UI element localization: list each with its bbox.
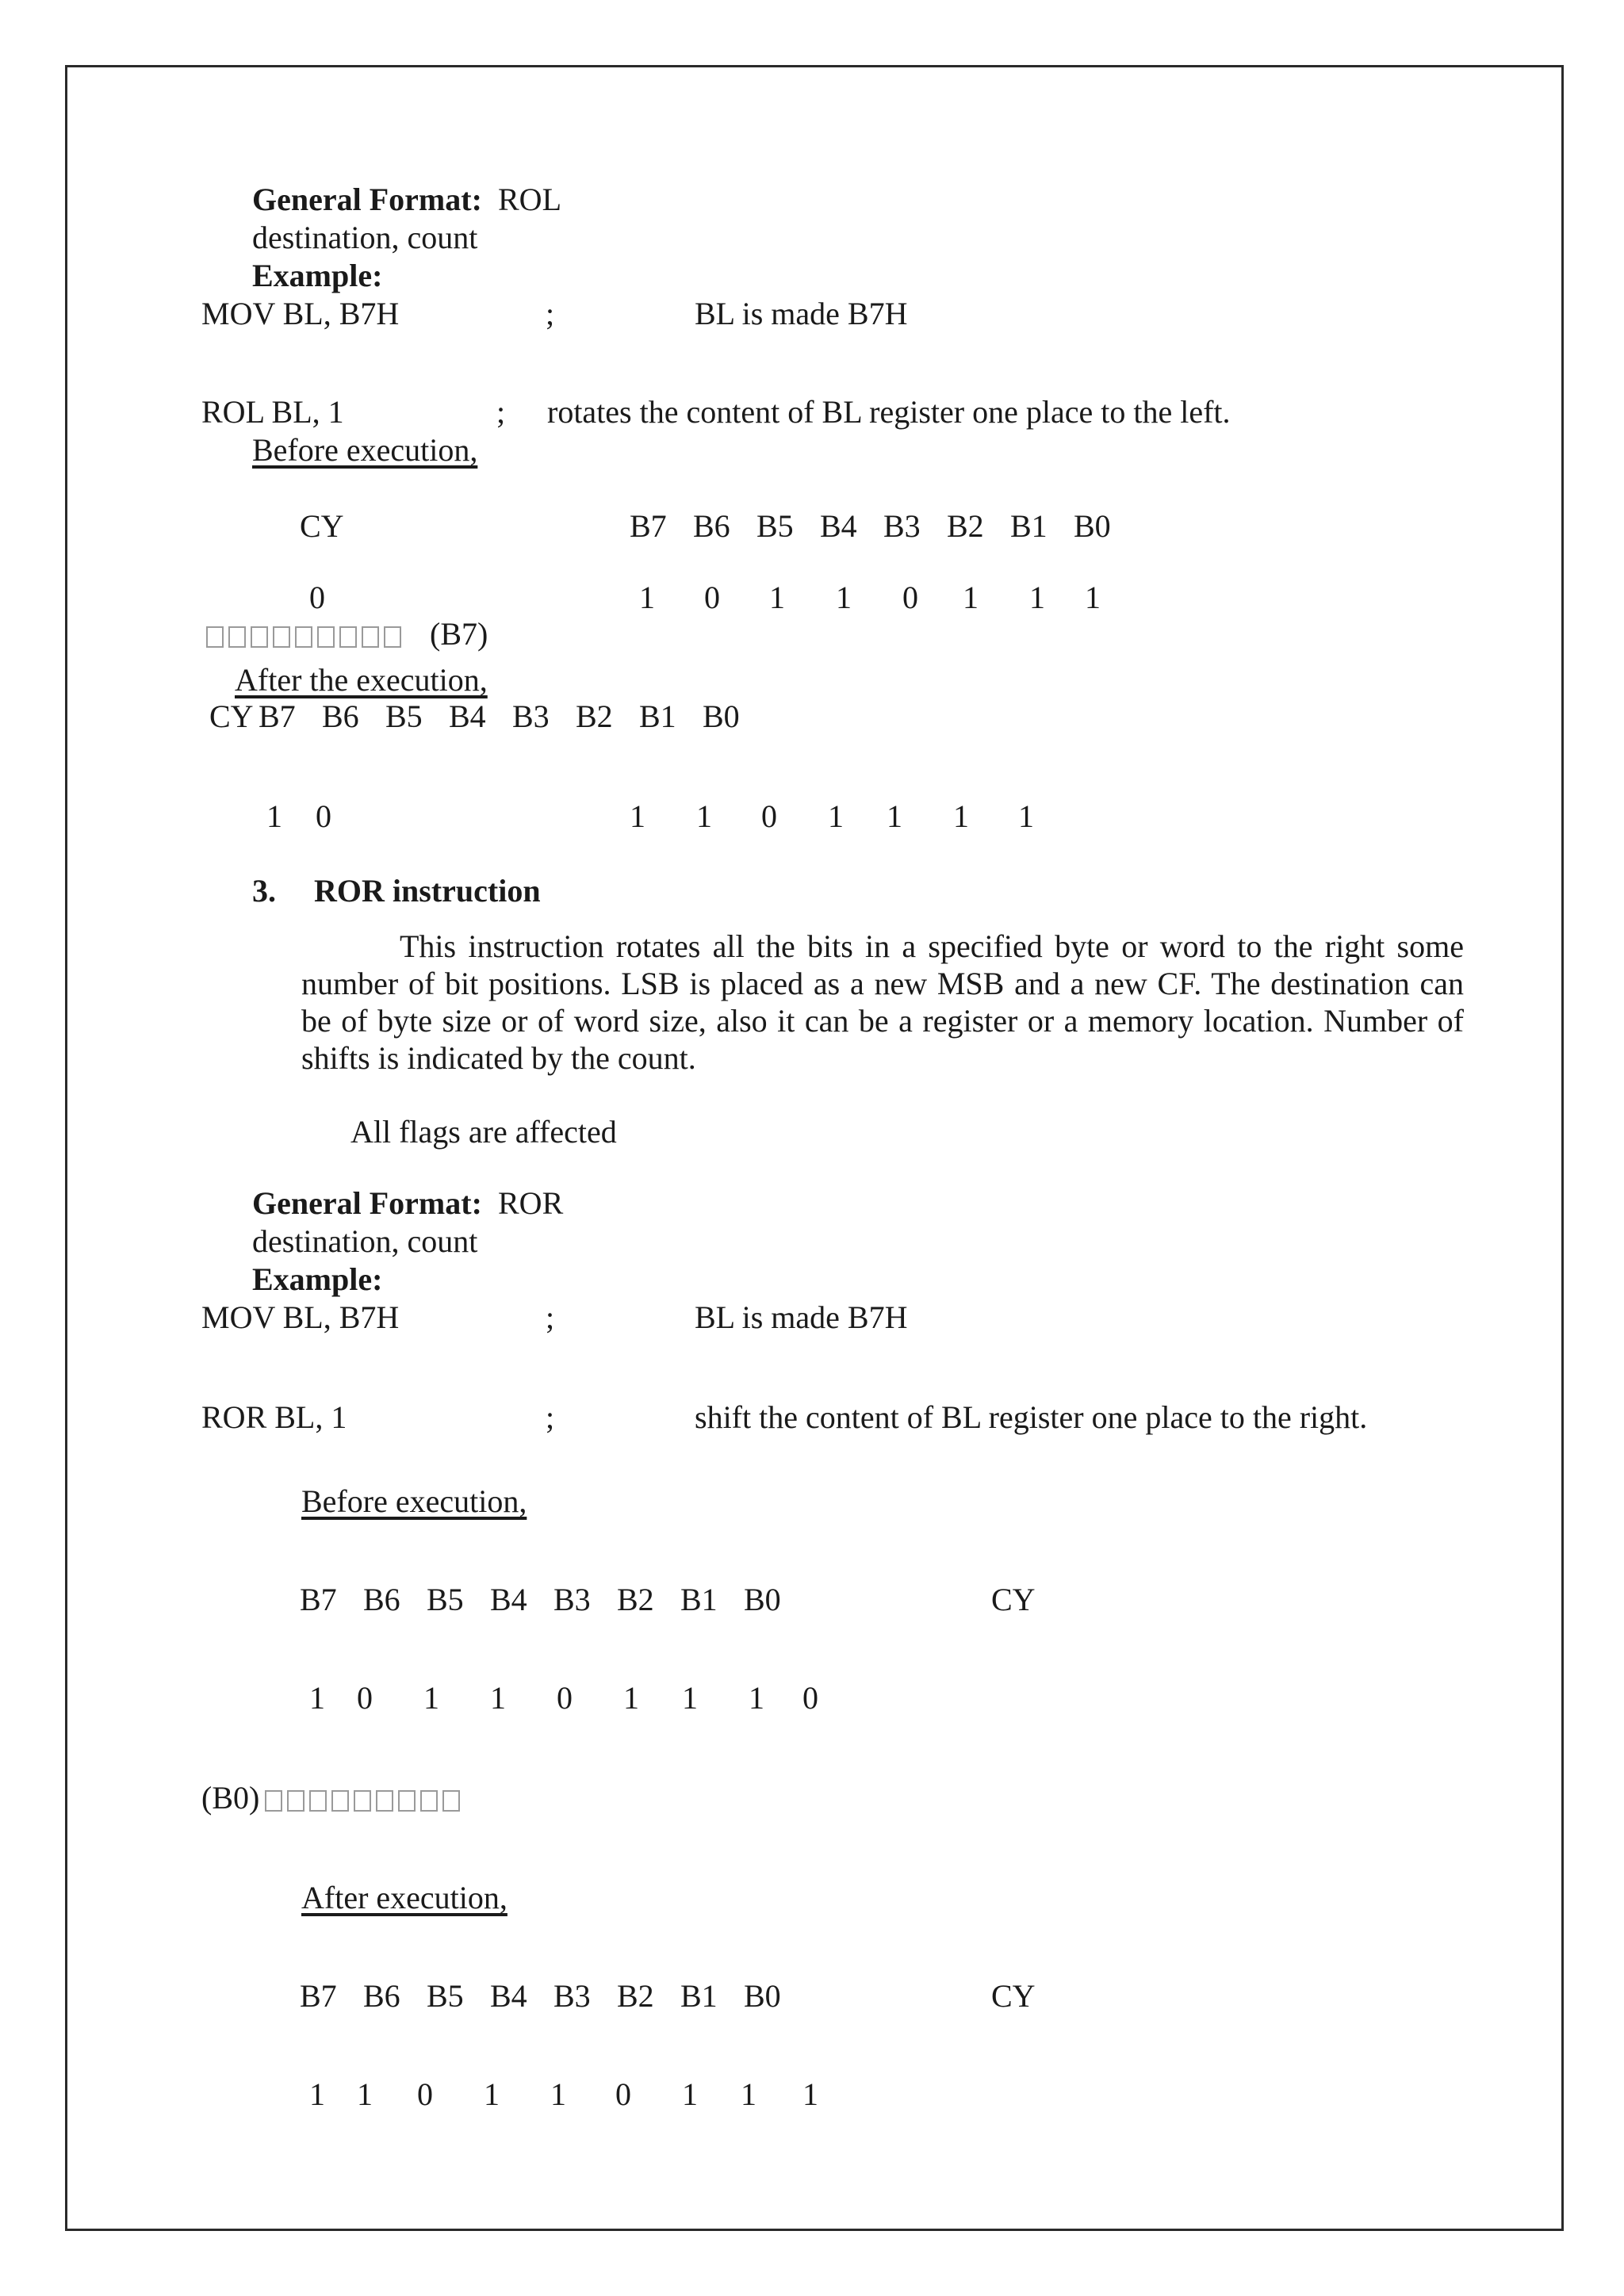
- rol-before-cy-value: 0: [309, 580, 325, 615]
- ror-after-label: After execution,: [301, 1880, 508, 1915]
- ror-after-headers-bit-header: B3: [553, 1978, 591, 2014]
- ror-before-headers-bit-header: B6: [363, 1582, 400, 1617]
- rol-mov-instruction: MOV BL, B7H: [201, 296, 400, 331]
- ror-section-title: ROR instruction: [314, 873, 541, 909]
- rol-arrow-tag: (B7): [430, 616, 488, 652]
- ror-after-headers-bit-header: B2: [617, 1978, 654, 2014]
- rol-after-values-bit-value: 1: [696, 798, 712, 834]
- rol-format-value: ROL: [498, 182, 561, 217]
- ror-after-headers-bit-header: B0: [744, 1978, 781, 2014]
- ror-after-values-bit-value: 1: [357, 2076, 373, 2112]
- ror-format-args: destination, count: [252, 1223, 478, 1259]
- ror-before-headers-bit-header: B1: [680, 1582, 718, 1617]
- rol-semicolon: ;: [496, 394, 506, 430]
- ror-before-headers-bit-header: B5: [427, 1582, 464, 1617]
- rol-before-headers-bit-header: B2: [947, 508, 984, 544]
- ror-before-values-bit-value: 1: [749, 1680, 764, 1716]
- rol-before-values-bit-value: 1: [836, 580, 852, 615]
- ror-mov-comment: BL is made B7H: [695, 1299, 908, 1335]
- rol-mov-semicolon: ;: [546, 296, 555, 331]
- ror-after-values-bit-value: 1: [550, 2076, 566, 2112]
- ror-after-values-bit-value: 1: [484, 2076, 500, 2112]
- rol-example-label: Example:: [252, 258, 383, 293]
- rol-before-cy-header: CY: [300, 508, 344, 544]
- ror-before-values-bit-value: 1: [490, 1680, 506, 1716]
- ror-before-values-bit-value: 0: [357, 1680, 373, 1716]
- ror-before-headers-bit-header: B2: [617, 1582, 654, 1617]
- ror-after-values-bit-value: 1: [682, 2076, 698, 2112]
- ror-arrow-tag: (B0): [201, 1780, 260, 1816]
- rol-after-headers-bit-header: CY: [209, 698, 254, 734]
- ror-before-values-bit-value: 1: [309, 1680, 325, 1716]
- ror-before-values: [0, 1682, 1624, 1719]
- rol-after-headers-bit-header: B6: [322, 698, 359, 734]
- ror-after-bit-headers: [0, 1980, 1624, 2017]
- rol-before-headers-bit-header: B1: [1010, 508, 1048, 544]
- rol-before-bit-headers: [0, 508, 1624, 547]
- ror-before-values-bit-value: 1: [682, 1680, 698, 1716]
- rol-after-values-bit-value: 1: [953, 798, 969, 834]
- rol-after-values-bit-value: 1: [887, 798, 902, 834]
- ror-semicolon: ;: [546, 1399, 555, 1435]
- rol-after-headers-bit-header: B5: [385, 698, 423, 734]
- rol-before-headers-bit-header: B3: [883, 508, 921, 544]
- ror-section-number: 3.: [252, 873, 276, 909]
- ror-after-values-bit-value: 1: [802, 2076, 818, 2112]
- ror-after-headers-bit-header: B4: [490, 1978, 527, 2014]
- ror-before-headers-bit-header: B3: [553, 1582, 591, 1617]
- rol-before-values-bit-value: 0: [902, 580, 918, 615]
- rol-after-label: After the execution,: [235, 662, 488, 698]
- rol-after-headers: [0, 698, 1624, 737]
- ror-before-values-bit-value: 0: [802, 1680, 818, 1716]
- rol-after-values-bit-value: 0: [316, 798, 331, 834]
- ror-before-values-bit-value: 1: [423, 1680, 439, 1716]
- ror-comment: shift the content of BL register one place to the right.: [695, 1399, 1368, 1435]
- ror-example-label: Example:: [252, 1261, 383, 1297]
- rol-before-headers-bit-header: B7: [630, 508, 667, 544]
- rol-after-values-bit-value: 1: [1018, 798, 1034, 834]
- ror-mov-semicolon: ;: [546, 1299, 555, 1335]
- ror-after-values-bit-value: 1: [741, 2076, 756, 2112]
- rol-before-values-bit-value: 1: [639, 580, 655, 615]
- rol-format-args: destination, count: [252, 220, 478, 255]
- ror-mov-instruction: MOV BL, B7H: [201, 1299, 400, 1335]
- ror-before-headers-bit-header: B0: [744, 1582, 781, 1617]
- ror-before-headers-bit-header: B4: [490, 1582, 527, 1617]
- rol-before-values-bit-value: 1: [963, 580, 979, 615]
- ror-format-value: ROR: [498, 1185, 564, 1221]
- rol-before-headers-bit-header: B6: [693, 508, 730, 544]
- rol-before-values-bit-value: 0: [704, 580, 720, 615]
- rol-rotate-arrow-glyphs: [206, 618, 406, 650]
- ror-before-cy-header: CY: [991, 1582, 1036, 1617]
- rol-mov-comment: BL is made B7H: [695, 296, 908, 331]
- ror-rotate-arrow-glyphs: [265, 1782, 465, 1814]
- rol-after-values-bit-value: 1: [828, 798, 844, 834]
- rol-before-values-bit-value: 1: [769, 580, 785, 615]
- ror-before-label: Before execution,: [301, 1483, 527, 1519]
- ror-format-label: General Format:: [252, 1185, 482, 1221]
- ror-before-values-bit-value: 1: [623, 1680, 639, 1716]
- ror-after-headers-bit-header: B7: [300, 1978, 337, 2014]
- ror-before-bit-headers: [0, 1584, 1624, 1621]
- rol-before-headers-bit-header: B5: [756, 508, 794, 544]
- rol-before-headers-bit-header: B4: [820, 508, 857, 544]
- ror-after-values-bit-value: 0: [615, 2076, 631, 2112]
- ror-before-headers-bit-header: B7: [300, 1582, 337, 1617]
- rol-before-label: Before execution,: [252, 432, 478, 468]
- ror-after-values-bit-value: 0: [417, 2076, 433, 2112]
- ror-after-headers-bit-header: B5: [427, 1978, 464, 2014]
- ror-after-cy-header: CY: [991, 1978, 1036, 2014]
- rol-comment: rotates the content of BL register one place to the left.: [547, 394, 1231, 430]
- rol-after-headers-bit-header: B2: [576, 698, 613, 734]
- rol-before-values-bit-value: 1: [1085, 580, 1101, 615]
- rol-after-headers-bit-header: B7: [259, 698, 296, 734]
- rol-after-headers-bit-header: B1: [639, 698, 676, 734]
- ror-instruction: ROR BL, 1: [201, 1399, 347, 1435]
- ror-after-headers-bit-header: B1: [680, 1978, 718, 2014]
- ror-after-values-bit-value: 1: [309, 2076, 325, 2112]
- ror-description: This instruction rotates all the bits in a specified byte or word to the right some number of bit positions. LSB is placed as a new MSB and a new CF. The destination can be of byte size or of word size, also it can be a register or a memory location. Number of shifts is indicated by the count.: [301, 928, 1464, 1076]
- rol-after-values-bit-value: 1: [266, 798, 282, 834]
- rol-after-headers-bit-header: B3: [512, 698, 550, 734]
- rol-before-values-bit-value: 1: [1029, 580, 1045, 615]
- ror-after-values: [0, 2076, 1624, 2115]
- rol-before-bit-values: [0, 582, 1624, 618]
- rol-instruction: ROL BL, 1: [201, 394, 344, 430]
- rol-after-headers-bit-header: B0: [703, 698, 740, 734]
- rol-after-values-bit-value: 0: [761, 798, 777, 834]
- rol-before-headers-bit-header: B0: [1074, 508, 1111, 544]
- ror-flags-note: All flags are affected: [350, 1114, 617, 1150]
- ror-before-values-bit-value: 0: [557, 1680, 573, 1716]
- rol-after-values-bit-value: 1: [630, 798, 645, 834]
- rol-format-label: General Format:: [252, 182, 482, 217]
- page-border: [65, 65, 1564, 2231]
- rol-after-headers-bit-header: B4: [449, 698, 486, 734]
- rol-after-values: [0, 798, 1624, 837]
- ror-after-headers-bit-header: B6: [363, 1978, 400, 2014]
